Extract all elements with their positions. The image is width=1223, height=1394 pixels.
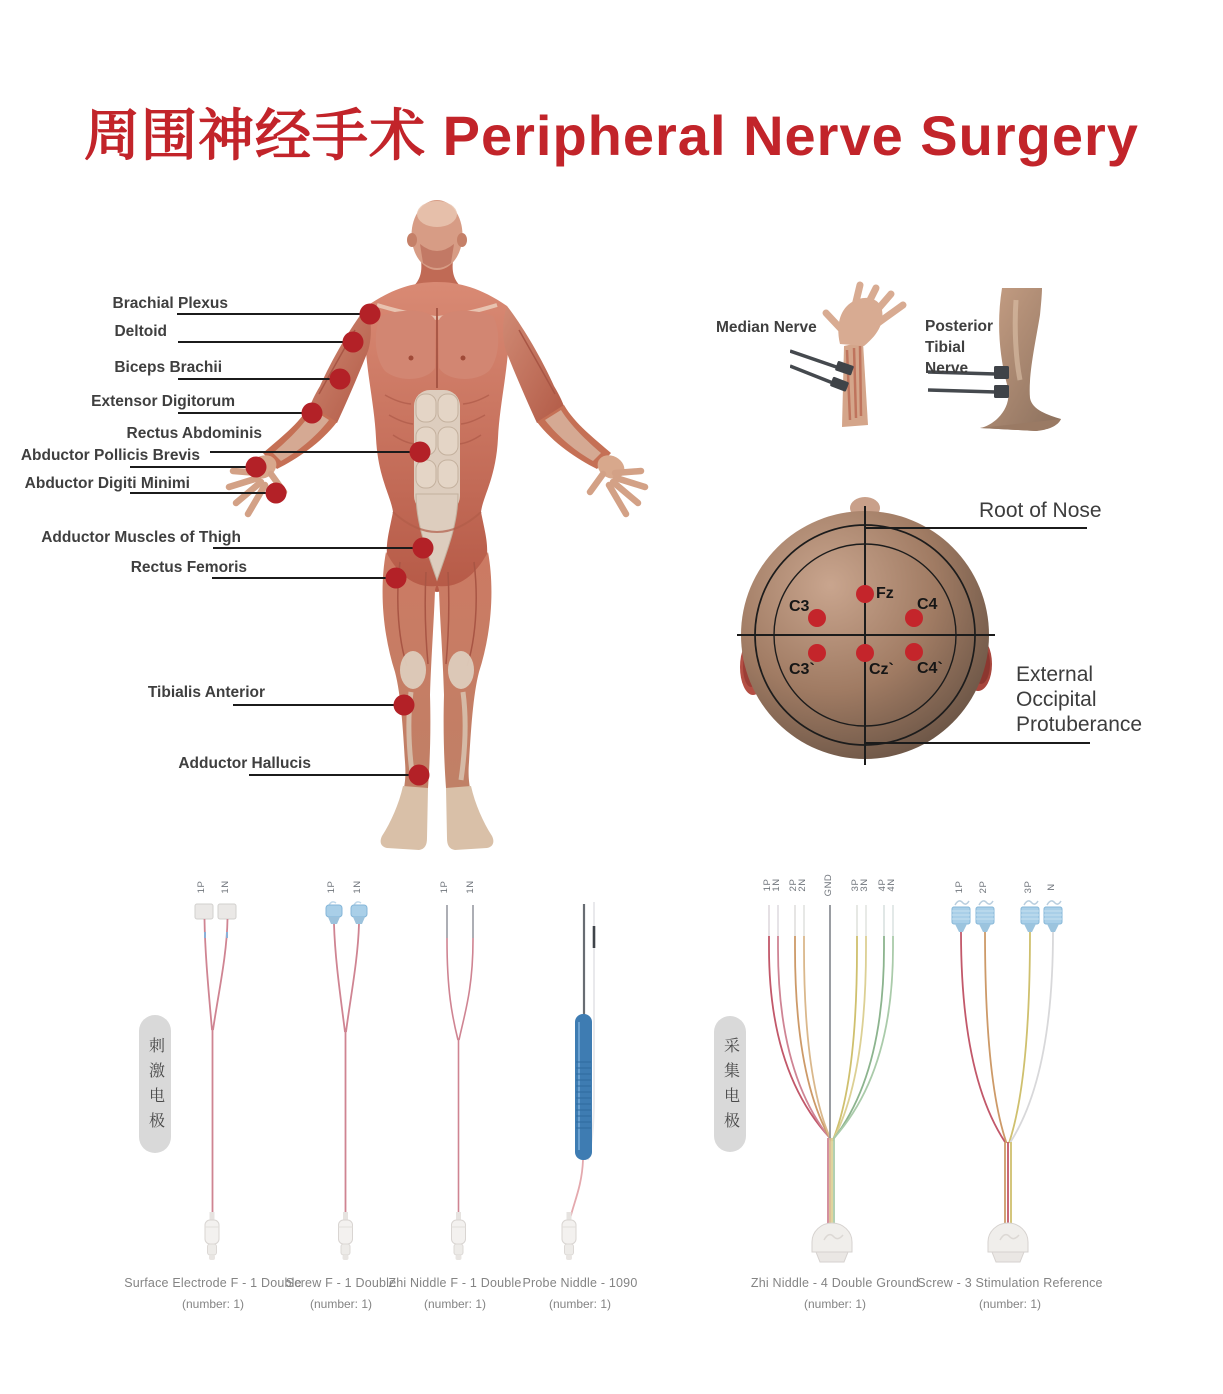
pin-label-1n: 1N — [771, 878, 782, 892]
eeg-label-c3p: C3` — [789, 661, 815, 678]
pin-label-1p: 1P — [762, 878, 773, 892]
collection-group-label: 采集电极 — [721, 1037, 739, 1137]
eeg-label-fz: Fz — [876, 585, 894, 602]
electrode-name: Surface Electrode F - 1 Double — [124, 1276, 302, 1290]
wire-plug — [339, 1212, 353, 1260]
site-marker-dot — [409, 765, 430, 786]
body-label-tibialis-anterior: Tibialis Anterior — [147, 684, 265, 701]
body-label-deltoid: Deltoid — [114, 323, 167, 340]
pin-label-1p: 1P — [326, 880, 337, 894]
electrode-count: (number: 1) — [181, 1297, 245, 1311]
body-label-rectus-femoris: Rectus Femoris — [130, 559, 247, 576]
body-label-brachial-plexus: Brachial Plexus — [112, 295, 228, 312]
dome-connector-reference — [988, 1223, 1028, 1262]
page-title: 周围神经手术 Peripheral Nerve Surgery — [84, 104, 1139, 167]
pin-label-2n: 2N — [797, 878, 808, 892]
posterior-tibial-nerve-label — [925, 316, 993, 379]
posterior-tibial-line: Posterior — [925, 318, 994, 335]
site-marker-dot — [302, 403, 323, 424]
electrode-name: Screw F - 1 Double — [285, 1276, 397, 1290]
body-label-adductor-hallucis: Adductor Hallucis — [178, 755, 311, 772]
pin-label-2p: 2P — [788, 878, 799, 892]
site-marker-dot — [413, 538, 434, 559]
pin-label-gnd: GND — [823, 873, 834, 897]
site-marker-dot — [330, 369, 351, 390]
cable-screw-reference — [952, 901, 1062, 1226]
cable-surface-electrode — [195, 904, 236, 1219]
pin-label-1p: 1P — [196, 880, 207, 894]
cable-plugs — [205, 1212, 576, 1260]
eeg-label-czp: Cz` — [869, 661, 894, 678]
eeg-label-c3: C3 — [789, 598, 810, 615]
body-label-abductor-pollicis-brevis: Abductor Pollicis Brevis — [20, 447, 200, 464]
eeg-label-c4: C4 — [917, 596, 938, 613]
wire-plug — [205, 1212, 219, 1260]
stimulation-group-label: 刺激电极 — [146, 1037, 164, 1137]
body-label-extensor-digitorum: Extensor Digitorum — [91, 393, 235, 410]
stimulation-electrode-group-pill — [139, 1015, 171, 1153]
pin-label-2p: 2P — [978, 880, 989, 894]
body-label-biceps-brachii: Biceps Brachii — [114, 359, 222, 376]
electrode-caption — [460, 1276, 700, 1311]
site-marker-dot — [394, 695, 415, 716]
site-marker-dot — [266, 483, 287, 504]
electrode-name: Probe Niddle - 1090 — [522, 1276, 638, 1290]
external-occipital-line: Protuberance — [1016, 713, 1143, 736]
electrode-count: (number: 1) — [309, 1297, 373, 1311]
electrode-caption — [890, 1276, 1130, 1311]
wire-plug — [452, 1212, 466, 1260]
pin-label-1p: 1P — [439, 880, 450, 894]
wire-plug — [562, 1212, 576, 1260]
pin-label-1p: 1P — [954, 880, 965, 894]
external-occipital-label — [1016, 662, 1142, 737]
body-label-adductor-muscles-of-thigh: Adductor Muscles of Thigh — [41, 529, 241, 546]
electrode-name: Zhi Niddle - 4 Double Ground — [750, 1276, 920, 1290]
pin-label-1n: 1N — [220, 880, 231, 894]
site-marker-dot — [386, 568, 407, 589]
cable-screw-f — [326, 902, 367, 1219]
electrode-count: (number: 1) — [548, 1297, 612, 1311]
pin-label-n: N — [1046, 883, 1057, 891]
eeg-label-c4p: C4` — [917, 660, 943, 677]
electrode-count: (number: 1) — [423, 1297, 487, 1311]
pin-label-4p: 4P — [877, 878, 888, 892]
posterior-tibial-line: Tibial — [925, 339, 966, 356]
electrode-count: (number: 1) — [978, 1297, 1042, 1311]
cable-zhi-niddle-ground — [769, 905, 893, 1226]
collection-electrode-group-pill — [714, 1016, 746, 1152]
electrode-name: Screw - 3 Stimulation Reference — [917, 1276, 1103, 1290]
site-marker-dot — [360, 304, 381, 325]
electrode-count: (number: 1) — [803, 1297, 867, 1311]
pin-label-3p: 3P — [850, 878, 861, 892]
dome-connector-ground — [812, 1223, 852, 1262]
site-marker-dot — [410, 442, 431, 463]
site-marker-dot — [343, 332, 364, 353]
pin-label-4n: 4N — [886, 878, 897, 892]
body-label-rectus-abdominis: Rectus Abdominis — [126, 425, 262, 442]
cable-probe-niddle — [570, 902, 594, 1219]
screw-connectors — [952, 901, 1062, 932]
body-label-abductor-digiti-minimi: Abductor Digiti Minimi — [24, 475, 190, 492]
pin-label-3p: 3P — [1023, 880, 1034, 894]
pin-label-1n: 1N — [465, 880, 476, 894]
electrode-name: Zhi Niddle F - 1 Double — [388, 1276, 522, 1290]
median-nerve-label: Median Nerve — [716, 319, 817, 336]
external-occipital-line: External — [1016, 663, 1094, 686]
site-marker-dot — [246, 457, 267, 478]
cable-zhi-niddle-f — [447, 905, 473, 1219]
pin-label-1n: 1N — [352, 880, 363, 894]
external-occipital-line: Occipital — [1016, 688, 1097, 711]
root-of-nose-label: Root of Nose — [979, 499, 1102, 522]
posterior-tibial-line: Nerve — [925, 360, 969, 377]
pin-label-3n: 3N — [859, 878, 870, 892]
